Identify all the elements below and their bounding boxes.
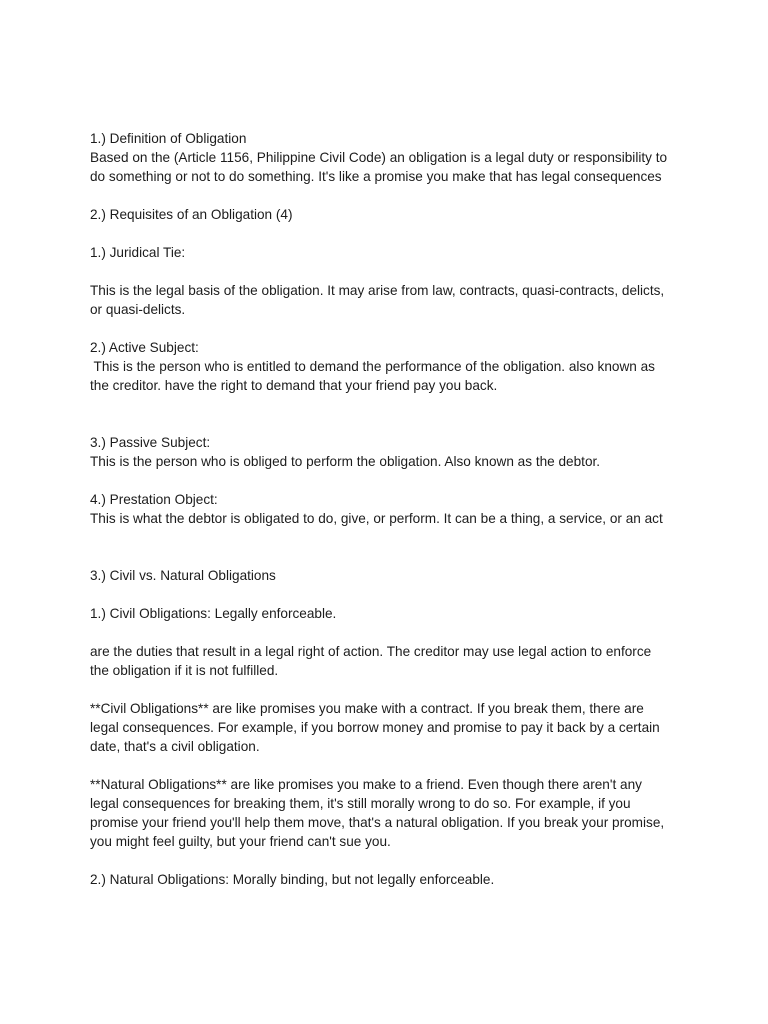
paragraph-line: **Natural Obligations** are like promises you make to a friend. Even though there aren't any: [90, 777, 642, 792]
blank-line: [90, 224, 690, 243]
paragraph-line: do something or not to do something. It's like a promise you make that has legal consequences: [90, 169, 662, 184]
subheading-natural-obligations: 2.) Natural Obligations: Morally binding, but not legally enforceable.: [90, 872, 495, 887]
document-page: [90, 129, 690, 889]
blank-line: [90, 319, 690, 338]
paragraph-line: This is the legal basis of the obligation. It may arise from law, contracts, quasi-contracts, delicts,: [90, 283, 665, 298]
paragraph-line: Based on the (Article 1156, Philippine Civil Code) an obligation is a legal duty or responsibility to: [90, 150, 668, 165]
subheading-juridical-tie: 1.) Juridical Tie:: [90, 245, 186, 260]
blank-line: [90, 414, 690, 433]
paragraph-line: are the duties that result in a legal right of action. The creditor may use legal action to enforce: [90, 644, 652, 659]
subheading-active-subject: 2.) Active Subject:: [90, 340, 199, 355]
blank-line: [90, 756, 690, 775]
paragraph-line: This is the person who is entitled to demand the performance of the obligation. also known as: [90, 359, 655, 374]
paragraph-line: legal consequences. For example, if you borrow money and promise to pay it back by a certain: [90, 720, 660, 735]
blank-line: [90, 680, 690, 699]
heading-definition: 1.) Definition of Obligation: [90, 131, 247, 146]
paragraph-line: the obligation if it is not fulfilled.: [90, 663, 279, 678]
blank-line: [90, 395, 690, 414]
paragraph-line: date, that's a civil obligation.: [90, 739, 260, 754]
paragraph-line: or quasi-delicts.: [90, 302, 186, 317]
blank-line: [90, 851, 690, 870]
paragraph-line: This is the person who is obliged to perform the obligation. Also known as the debtor.: [90, 454, 601, 469]
subheading-passive-subject: 3.) Passive Subject:: [90, 435, 211, 450]
blank-line: [90, 186, 690, 205]
blank-line: [90, 528, 690, 547]
blank-line: [90, 585, 690, 604]
paragraph-line: This is what the debtor is obligated to do, give, or perform. It can be a thing, a service, or an act: [90, 511, 663, 526]
paragraph-line: legal consequences for breaking them, it's still morally wrong to do so. For example, if you: [90, 796, 631, 811]
paragraph-line: the creditor. have the right to demand that your friend pay you back.: [90, 378, 498, 393]
subheading-civil-obligations: 1.) Civil Obligations: Legally enforceable.: [90, 606, 337, 621]
heading-civil-vs-natural: 3.) Civil vs. Natural Obligations: [90, 568, 276, 583]
paragraph-line: **Civil Obligations** are like promises you make with a contract. If you break them, there are: [90, 701, 644, 716]
blank-line: [90, 262, 690, 281]
paragraph-line: promise your friend you'll help them move, that's a natural obligation. If you break your promise,: [90, 815, 665, 830]
heading-requisites: 2.) Requisites of an Obligation (4): [90, 207, 293, 222]
blank-line: [90, 547, 690, 566]
blank-line: [90, 623, 690, 642]
subheading-prestation-object: 4.) Prestation Object:: [90, 492, 218, 507]
blank-line: [90, 471, 690, 490]
paragraph-line: you might feel guilty, but your friend can't sue you.: [90, 834, 391, 849]
